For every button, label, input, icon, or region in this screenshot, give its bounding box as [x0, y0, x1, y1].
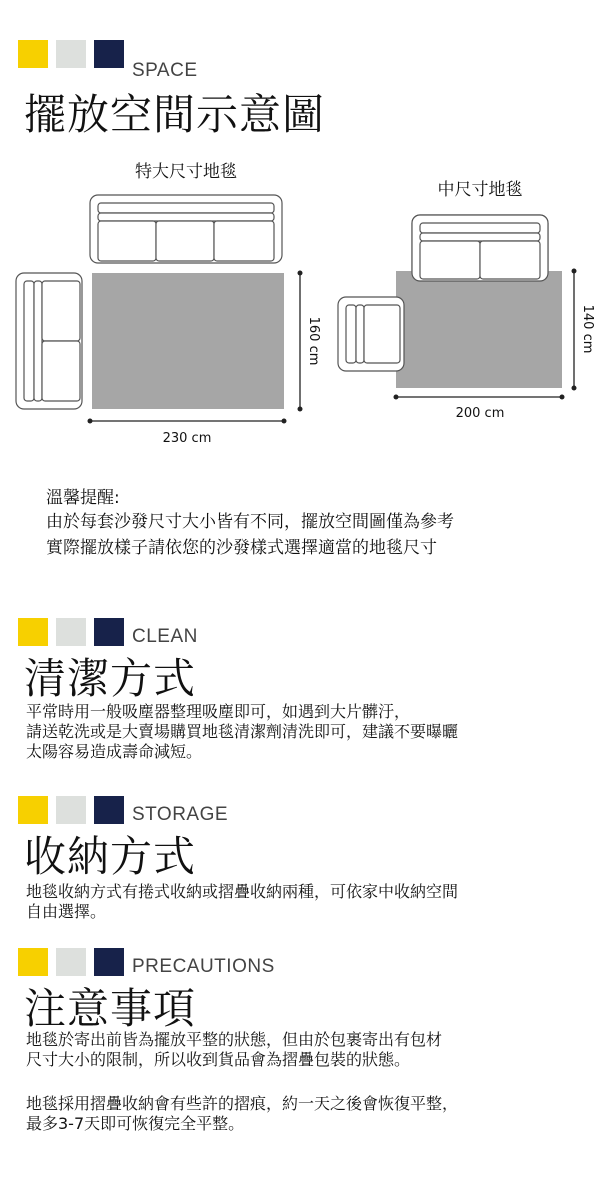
- large-left-sofa: [16, 273, 82, 409]
- medium-armchair: [338, 297, 404, 371]
- tip-line-1: 由於每套沙發尺寸大小皆有不同，擺放空間圖僅為參考: [46, 512, 454, 532]
- gray-swatch: [56, 948, 86, 976]
- navy-swatch: [94, 40, 124, 68]
- placement-diagram: [0, 155, 600, 455]
- large-height-label: 160 cm: [306, 316, 321, 366]
- gray-swatch: [56, 40, 86, 68]
- section-eng-label: STORAGE: [132, 804, 229, 825]
- gray-swatch: [56, 796, 86, 824]
- yellow-swatch: [18, 948, 48, 976]
- medium-rug: [396, 271, 562, 388]
- yellow-swatch: [18, 40, 48, 68]
- section-title: 收納方式: [24, 832, 197, 881]
- yellow-swatch: [18, 618, 48, 646]
- medium-rug-label: 中尺寸地毯: [437, 180, 523, 200]
- section-title: 清潔方式: [24, 654, 197, 703]
- navy-swatch: [94, 618, 124, 646]
- navy-swatch: [94, 796, 124, 824]
- storage-text: 地毯收納方式有捲式收納或摺疊收納兩種，可依家中收納空間 自由選擇。: [26, 882, 459, 921]
- large-rug: [92, 273, 284, 409]
- tip-title: 溫馨提醒:: [46, 488, 120, 508]
- precautions-text-2: 地毯採用摺疊收納會有些許的摺痕，約一天之後會恢復平整， 最多3-7天即可恢復完全平整。: [26, 1094, 459, 1133]
- large-rug-label: 特大尺寸地毯: [135, 162, 237, 182]
- yellow-swatch: [18, 796, 48, 824]
- gray-swatch: [56, 618, 86, 646]
- precautions-text-1: 地毯於寄出前皆為擺放平整的狀態，但由於包裹寄出有包材 尺寸大小的限制，所以收到貨品會為摺疊包裝的狀態。: [26, 1030, 443, 1069]
- tip-line-2: 實際擺放樣子請依您的沙發樣式選擇適當的地毯尺寸: [46, 538, 437, 558]
- medium-height-label: 140 cm: [580, 304, 595, 354]
- page-title: 擺放空間示意圖: [24, 90, 326, 139]
- clean-text: 平常時用一般吸塵器整理吸塵即可，如遇到大片髒汙， 請送乾洗或是大賣場購買地毯清潔劑清洗即可，建議不要曝曬 太陽容易造成壽命減短。: [26, 702, 459, 761]
- section-eng-label: PRECAUTIONS: [132, 956, 275, 977]
- large-width-label: 230 cm: [162, 431, 212, 446]
- medium-width-label: 200 cm: [455, 406, 505, 421]
- section-eng-label: CLEAN: [132, 626, 198, 647]
- section-title: 注意事項: [24, 984, 197, 1033]
- section-eng-label: SPACE: [132, 60, 198, 81]
- large-top-sofa: [90, 195, 282, 263]
- navy-swatch: [94, 948, 124, 976]
